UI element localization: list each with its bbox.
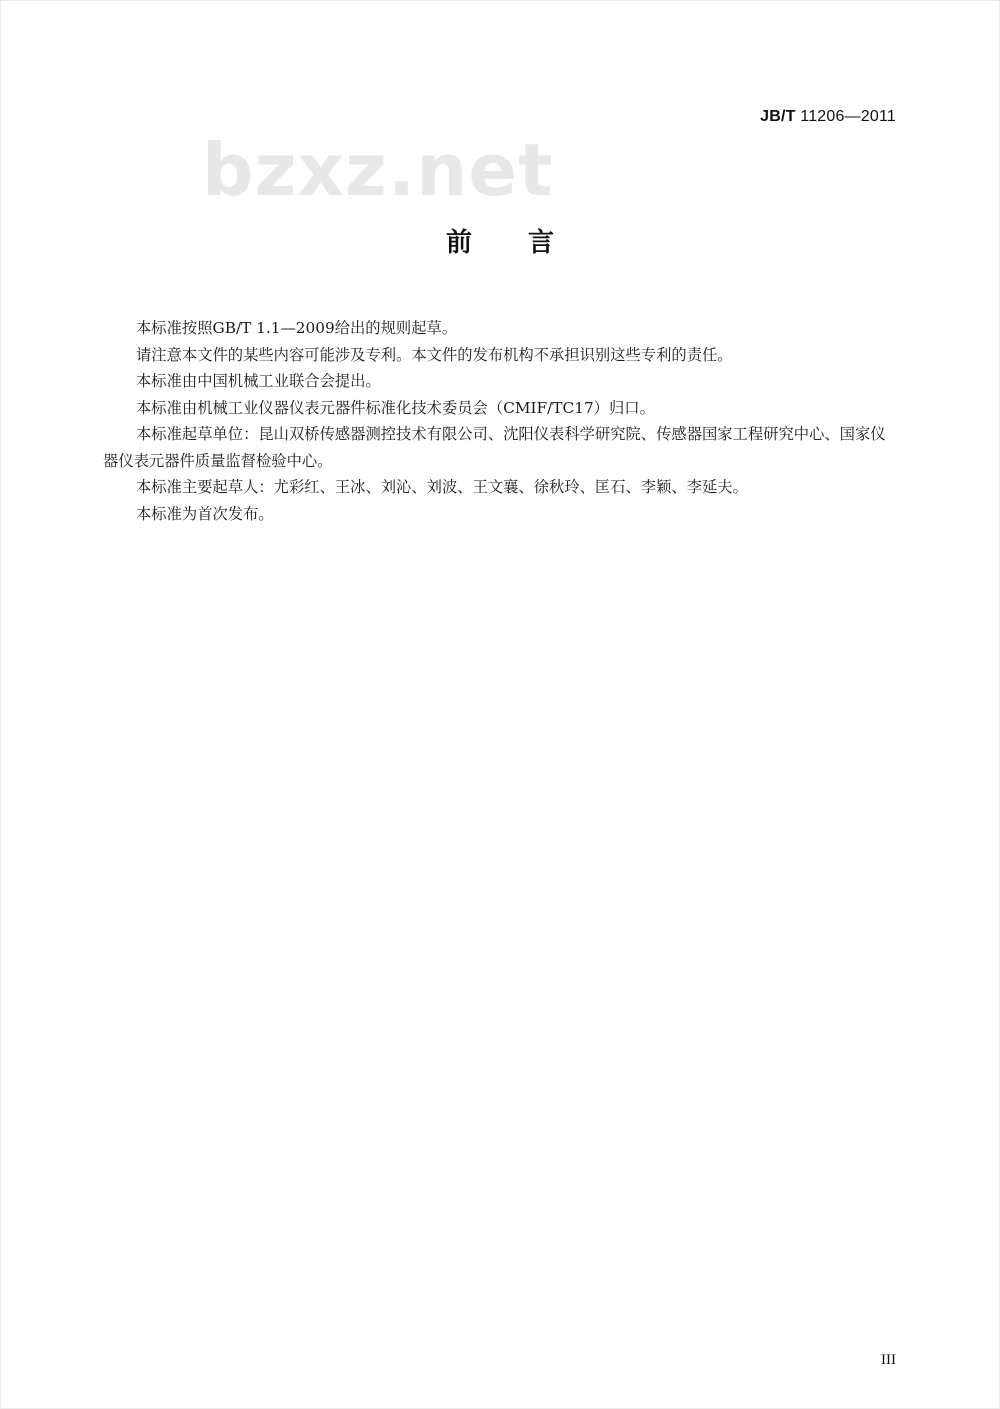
foreword-body [103, 315, 898, 527]
paragraph-drafting-units: 本标准起草单位：昆山双桥传感器测控技术有限公司、沈阳仪表科学研究院、传感器国家工程研究中心、国家仪器仪表元器件质量监督检验中心。 [103, 425, 886, 470]
paragraph-proposed-by: 本标准由中国机械工业联合会提出。 [136, 372, 381, 390]
paragraph-first-release: 本标准为首次发布。 [136, 504, 274, 523]
standard-number [760, 108, 896, 126]
paragraph-centralized-by: 本标准由机械工业仪器仪表元器件标准化技术委员会（CMIF/TC17）归口。 [136, 398, 655, 417]
paragraph-drafters: 本标准主要起草人：尤彩红、王冰、刘沁、刘波、王文襄、徐秋玲、匡石、李颖、李延夫。 [136, 478, 748, 496]
paragraph-patent-notice: 请注意本文件的某些内容可能涉及专利。本文件的发布机构不承担识别这些专利的责任。 [136, 345, 733, 364]
standard-code: 11206—2011 [795, 108, 896, 125]
watermark: bzxz.net [202, 128, 554, 212]
paragraph-drafting-rules: 本标准按照GB/T 1.1—2009给出的规则起草。 [136, 319, 458, 337]
page-title: 前言 [445, 228, 610, 258]
standard-prefix: JB/T [760, 108, 796, 125]
page-number: III [881, 1352, 896, 1368]
